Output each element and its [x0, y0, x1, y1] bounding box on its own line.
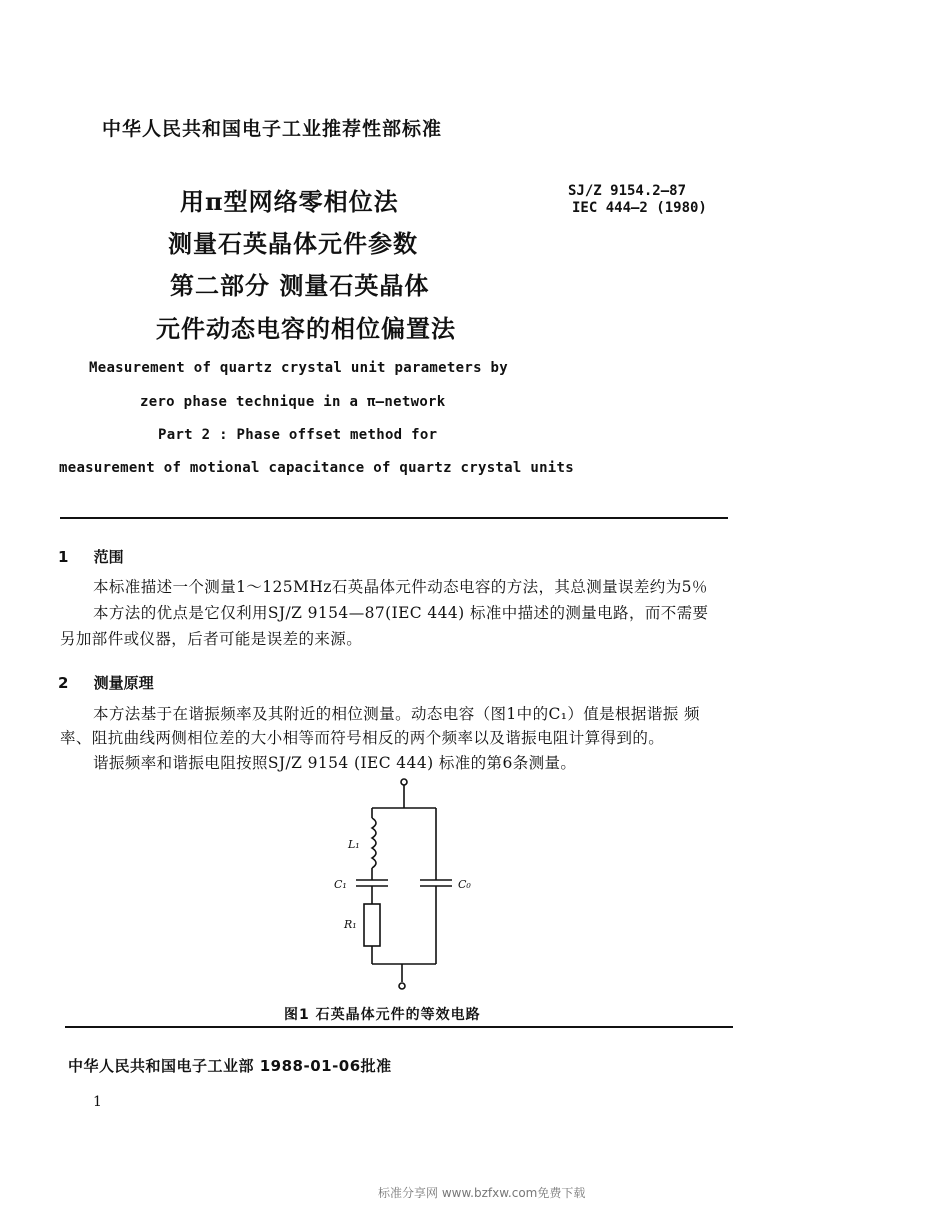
section-title: 测量原理 — [93, 674, 154, 692]
section-number: 2 — [58, 674, 69, 692]
section-title: 范围 — [93, 548, 124, 566]
section-1-heading — [58, 546, 124, 567]
label-l1: L₁ — [348, 838, 360, 851]
section-2-heading — [58, 672, 154, 693]
section-number: 1 — [58, 548, 69, 566]
paragraph: 本标准描述一个测量1～125MHz石英晶体元件动态电容的方法，其总测量误差约为5％ — [93, 578, 708, 596]
en-title-line-2: zero phase technique in a π—network — [140, 394, 446, 410]
iec-code: IEC 444—2 (1980) — [572, 200, 707, 216]
paragraph: 本方法基于在谐振频率及其附近的相位测量。动态电容（图1中的C₁）值是根据谐振 频 — [93, 705, 700, 723]
watermark: 标准分享网 www.bzfxw.com免费下载 — [378, 1186, 586, 1200]
standard-code: SJ/Z 9154.2—87 — [568, 183, 687, 199]
label-r1: R₁ — [344, 918, 357, 931]
resistor-r1 — [364, 904, 380, 946]
en-title-line-3: Part 2 : Phase offset method for — [158, 427, 438, 443]
issuer-header: 中华人民共和国电子工业推荐性部标准 — [102, 118, 443, 140]
figure-caption: 图1 石英晶体元件的等效电路 — [284, 1007, 481, 1023]
approval-line: 中华人民共和国电子工业部 1988-01-06批准 — [68, 1057, 392, 1075]
cn-title-line-2: 测量石英晶体元件参数 — [168, 229, 418, 258]
cn-title-line-1: 用π型网络零相位法 — [180, 187, 399, 216]
cn-title-line-4: 元件动态电容的相位偏置法 — [156, 314, 456, 343]
top-terminal — [401, 779, 407, 785]
label-c0: C₀ — [458, 878, 471, 891]
cn-title-line-3: 第二部分 测量石英晶体 — [170, 271, 430, 300]
label-c1: C₁ — [334, 878, 347, 891]
en-title-line-4: measurement of motional capacitance of quartz crystal units — [59, 460, 574, 476]
footer-divider — [65, 1026, 733, 1028]
title-divider — [60, 517, 728, 519]
paragraph: 本方法的优点是它仅利用SJ/Z 9154—87(IEC 444) 标准中描述的测量电路，而不需要 — [93, 604, 709, 622]
bottom-terminal — [399, 983, 405, 989]
equivalent-circuit-diagram — [320, 776, 500, 998]
paragraph: 另加部件或仪器，后者可能是误差的来源。 — [60, 630, 363, 648]
inductor-l1 — [372, 818, 376, 868]
en-title-line-1: Measurement of quartz crystal unit parameters by — [89, 360, 508, 376]
paragraph: 谐振频率和谐振电阻按照SJ/Z 9154 (IEC 444) 标准的第6条测量。 — [93, 754, 577, 772]
page-number: 1 — [93, 1094, 102, 1110]
paragraph: 率、阻抗曲线两侧相位差的大小相等而符号相反的两个频率以及谐振电阻计算得到的。 — [60, 729, 665, 747]
